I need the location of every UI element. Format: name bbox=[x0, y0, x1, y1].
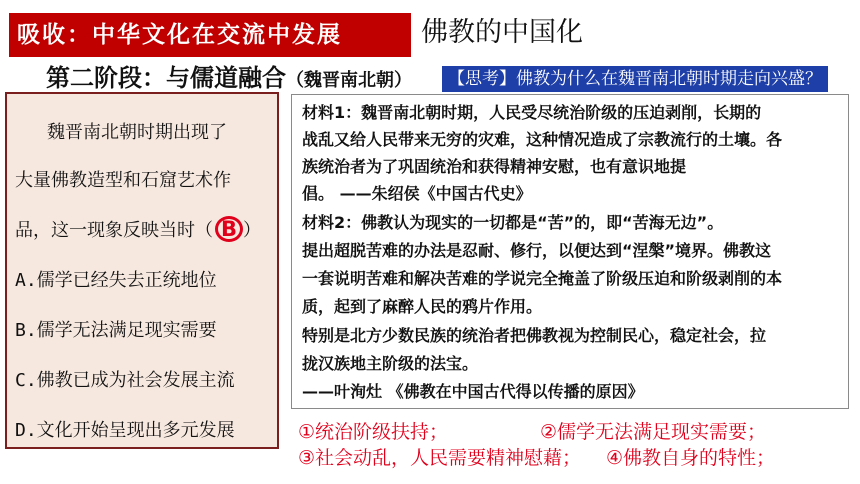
section-banner: 吸收：中华文化在交流中发展 bbox=[9, 13, 411, 57]
question-stem-line-1: 魏晋南北朝时期出现了 bbox=[47, 122, 227, 143]
factor-2: ②儒学无法满足现实需要； bbox=[540, 421, 767, 443]
material-line: 战乱又给人民带来无穷的灾难，这种情况造成了宗教流行的土壤。各 bbox=[302, 130, 783, 149]
material-source: ——叶洵灶 《佛教在中国古代得以传播的原因》 bbox=[302, 382, 644, 401]
material-line: 材料1：魏晋南北朝时期，人民受尽统治阶级的压迫剥削，长期的 bbox=[302, 103, 762, 122]
option-d: D.文化开始呈现出多元发展 bbox=[15, 420, 235, 441]
question-panel bbox=[5, 92, 279, 449]
option-b: B.儒学无法满足现实需要 bbox=[15, 320, 217, 341]
answer-letter: B bbox=[215, 216, 243, 242]
factor-1: ①统治阶级扶持； bbox=[298, 421, 449, 443]
factor-4: ④佛教自身的特性； bbox=[606, 447, 776, 469]
think-question: 【思考】佛教为什么在魏晋南北朝时期走向兴盛？ bbox=[442, 66, 828, 92]
material-panel bbox=[291, 94, 849, 409]
stage-period: （魏晋南北朝） bbox=[286, 70, 412, 91]
question-stem-line-3 bbox=[15, 216, 261, 242]
material-source: 倡。 ——朱绍侯《中国古代史》 bbox=[302, 184, 532, 203]
stage-title: 第二阶段：与儒道融合 bbox=[46, 63, 286, 92]
material-line: 一套说明苦难和解决苦难的学说完全掩盖了阶级压迫和阶级剥削的本 bbox=[302, 269, 783, 288]
option-c: C.佛教已成为社会发展主流 bbox=[15, 370, 235, 391]
option-a: A.儒学已经失去正统地位 bbox=[15, 270, 217, 291]
material-line: 特别是北方少数民族的统治者把佛教视为控制民心，稳定社会，拉 bbox=[302, 326, 767, 345]
question-stem-text: 品，这一现象反映当时（ bbox=[15, 220, 213, 241]
material-line: 提出超脱苦难的办法是忍耐、修行，以便达到“涅槃”境界。佛教这 bbox=[302, 241, 772, 260]
material-line: 材料2：佛教认为现实的一切都是“苦”的，即“苦海无边”。 bbox=[302, 213, 724, 232]
topic-title: 佛教的中国化 bbox=[421, 17, 583, 48]
material-line: 拢汉族地主阶级的法宝。 bbox=[302, 354, 479, 373]
material-line: 质，起到了麻醉人民的鸦片作用。 bbox=[302, 297, 543, 316]
question-stem-close: ） bbox=[243, 220, 262, 241]
question-stem-line-2: 大量佛教造型和石窟艺术作 bbox=[15, 170, 231, 191]
material-line: 族统治者为了巩固统治和获得精神安慰，也有意识地提 bbox=[302, 157, 687, 176]
factor-3: ③社会动乱，人民需要精神慰藉； bbox=[298, 447, 582, 469]
